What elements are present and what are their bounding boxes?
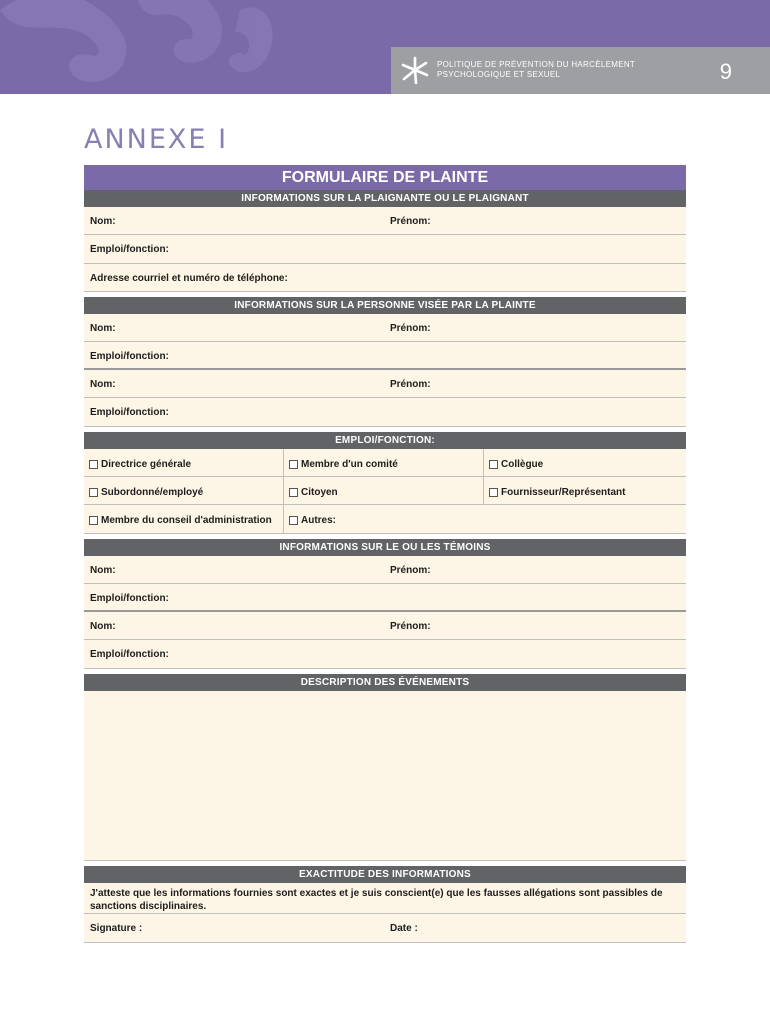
plaignant-name-row (84, 207, 686, 235)
section-header-exactitude: EXACTITUDE DES INFORMATIONS (84, 866, 686, 883)
page-number: 9 (719, 59, 732, 84)
temoin-emploi-field-1[interactable]: Emploi/fonction: (90, 593, 169, 604)
visee-name-row-1 (84, 314, 686, 342)
checkbox-label: Membre d'un comité (301, 459, 398, 470)
role-cell (84, 505, 284, 533)
temoin-nom-field-2[interactable]: Nom: (90, 621, 116, 632)
signature-field[interactable]: Signature : (90, 923, 143, 934)
plaignant-nom-field[interactable]: Nom: (90, 216, 116, 227)
checkbox-directrice-generale[interactable] (89, 459, 191, 470)
checkbox-autres[interactable] (289, 515, 336, 526)
role-row-1 (84, 449, 686, 477)
role-row-2 (84, 477, 686, 505)
role-cell (284, 477, 484, 504)
form-title: FORMULAIRE DE PLAINTE (84, 165, 686, 190)
annexe-title: ANNEXE I (84, 124, 229, 155)
checkbox-fournisseur[interactable] (489, 487, 625, 498)
checkbox-box[interactable] (89, 460, 98, 469)
signature-row (84, 914, 686, 943)
temoin-name-row-1 (84, 556, 686, 584)
visee-name-row-2 (84, 370, 686, 398)
temoin-nom-field-1[interactable]: Nom: (90, 565, 116, 576)
visee-emploi-field-2[interactable]: Emploi/fonction: (90, 407, 169, 418)
role-cell (84, 477, 284, 504)
section-header-personne-visee: INFORMATIONS SUR LA PERSONNE VISÉE PAR LA PLAINTE (84, 297, 686, 314)
checkbox-citoyen[interactable] (289, 487, 338, 498)
temoin-emploi-field-2[interactable]: Emploi/fonction: (90, 649, 169, 660)
temoin-prenom-field-1[interactable]: Prénom: (390, 565, 431, 576)
checkbox-box[interactable] (289, 488, 298, 497)
visee-prenom-field-2[interactable]: Prénom: (390, 379, 431, 390)
date-field[interactable]: Date : (390, 923, 418, 934)
plaignant-prenom-field[interactable]: Prénom: (390, 216, 431, 227)
role-cell (284, 505, 484, 533)
document-title-box (391, 47, 770, 94)
temoin-emploi-row-2 (84, 640, 686, 669)
checkbox-label: Collègue (501, 459, 544, 470)
document-title-line2: PSYCHOLOGIQUE ET SEXUEL (437, 70, 561, 79)
checkbox-box[interactable] (489, 460, 498, 469)
plaignant-contact-field[interactable]: Adresse courriel et numéro de téléphone: (90, 273, 288, 284)
decorative-swirl-graphic (0, 0, 300, 94)
plaignant-emploi-field[interactable]: Emploi/fonction: (90, 244, 169, 255)
temoin-emploi-row-1 (84, 584, 686, 612)
temoin-prenom-field-2[interactable]: Prénom: (390, 621, 431, 632)
document-title (437, 60, 635, 80)
checkbox-label: Directrice générale (101, 459, 192, 470)
checkbox-box[interactable] (489, 488, 498, 497)
role-cell (484, 449, 686, 476)
role-cell (84, 449, 284, 476)
checkbox-label: Citoyen (301, 487, 338, 498)
checkbox-box[interactable] (89, 516, 98, 525)
visee-emploi-field-1[interactable]: Emploi/fonction: (90, 351, 169, 362)
plaignant-emploi-row (84, 235, 686, 264)
header-band (0, 0, 770, 94)
role-cell (484, 477, 686, 504)
checkbox-box[interactable] (89, 488, 98, 497)
visee-nom-field-1[interactable]: Nom: (90, 323, 116, 334)
checkbox-box[interactable] (289, 460, 298, 469)
checkbox-membre-conseil[interactable] (89, 515, 272, 526)
checkbox-collegue[interactable] (489, 459, 543, 470)
visee-nom-field-2[interactable]: Nom: (90, 379, 116, 390)
description-textarea[interactable] (84, 691, 686, 861)
section-header-temoins: INFORMATIONS SUR LE OU LES TÉMOINS (84, 539, 686, 556)
visee-emploi-row-2 (84, 398, 686, 427)
role-cell (284, 449, 484, 476)
role-row-3 (84, 505, 686, 534)
checkbox-subordonne-employe[interactable] (89, 487, 203, 498)
document-title-line1: POLITIQUE DE PRÉVENTION DU HARCÈLEMENT (437, 60, 636, 69)
section-header-emploi-fonction: EMPLOI/FONCTION: (84, 432, 686, 449)
checkbox-box[interactable] (289, 516, 298, 525)
attestation-text: J'atteste que les informations fournies sont exactes et je suis conscient(e) que les fausses allégations sont passibles de sanctions disciplinaires. (84, 883, 686, 914)
complaint-form (84, 165, 686, 943)
visee-emploi-row-1 (84, 342, 686, 370)
checkbox-label: Membre du conseil d'administration (101, 515, 272, 526)
temoin-name-row-2 (84, 612, 686, 640)
checkbox-membre-comite[interactable] (289, 459, 398, 470)
checkbox-label: Fournisseur/Représentant (501, 487, 626, 498)
plaignant-contact-row (84, 264, 686, 292)
checkbox-label: Subordonné/employé (101, 487, 204, 498)
checkbox-label: Autres: (301, 515, 337, 526)
visee-prenom-field-1[interactable]: Prénom: (390, 323, 431, 334)
section-header-plaignant: INFORMATIONS SUR LA PLAIGNANTE OU LE PLAIGNANT (84, 190, 686, 207)
section-header-description: DESCRIPTION DES ÉVÉNEMENTS (84, 674, 686, 691)
star-burst-icon (399, 55, 431, 85)
